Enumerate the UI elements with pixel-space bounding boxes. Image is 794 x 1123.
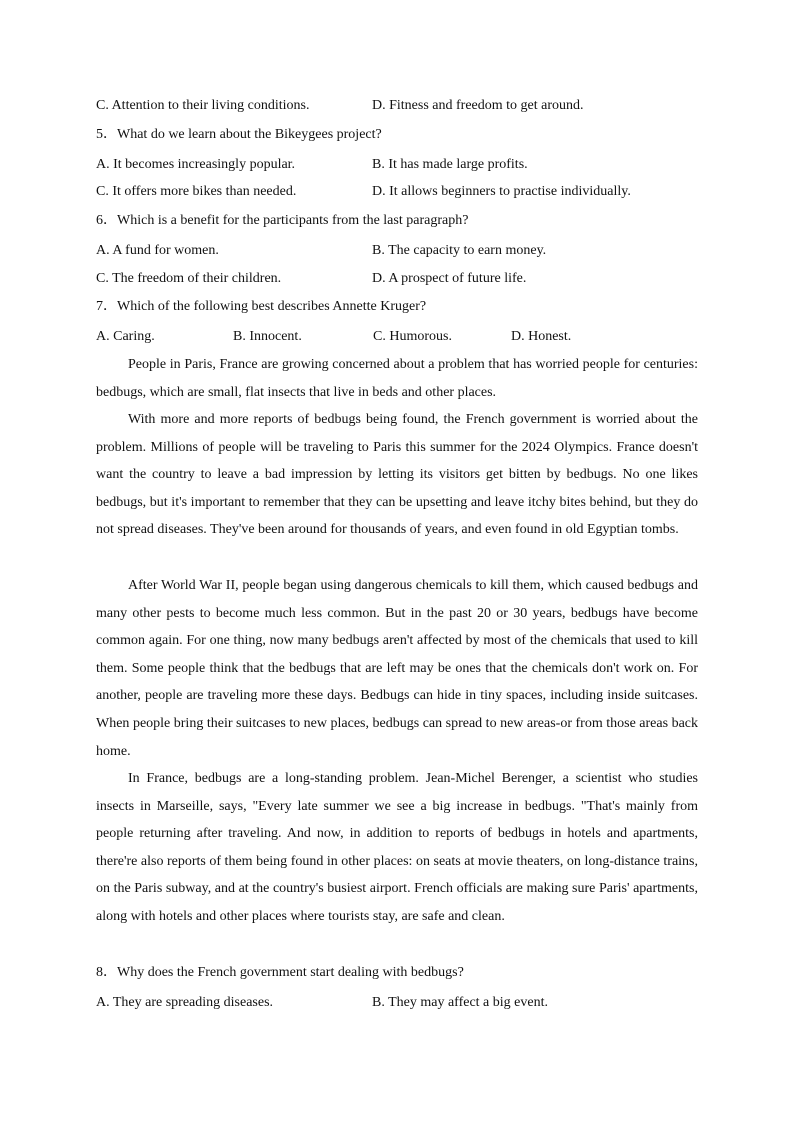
q6-stem: 6．Which is a benefit for the participants from the last paragraph? [96,213,469,228]
q8-option-a: A. They are spreading diseases. [96,995,274,1010]
q7-option-c: C. Humorous. [373,329,452,344]
q5-option-c: C. It offers more bikes than needed. [96,184,297,199]
q4-option-d: D. Fitness and freedom to get around. [372,98,584,113]
q6-option-b: B. The capacity to earn money. [372,243,547,258]
passage-paragraph-1: People in Paris, France are growing concerned about a problem that has worried people for centuries: bedbugs, which are small, flat insects that live in beds and other places. [96,357,698,400]
q6-option-c: C. The freedom of their children. [96,271,282,286]
q5-options-row-ab [96,156,698,174]
q5-stem: 5．What do we learn about the Bikeygees project? [96,127,382,142]
q6-options-row-cd [96,270,698,288]
q7-option-b: B. Innocent. [233,329,302,344]
q7-option-a: A. Caring. [96,329,155,344]
q7-option-d: D. Honest. [511,329,572,344]
q7-stem: 7．Which of the following best describes Annette Kruger? [96,299,427,314]
q6-option-a: A. A fund for women. [96,243,219,258]
q6-option-d: D. A prospect of future life. [372,271,527,286]
q4-option-c: C. Attention to their living conditions. [96,98,310,113]
q5-option-d: D. It allows beginners to practise individually. [372,184,631,199]
q6-options-row-ab [96,242,698,260]
q5-options-row-cd [96,183,698,201]
passage-paragraph-3: After World War II, people began using dangerous chemicals to kill them, which caused bedbugs and many other pests to become much less common. But in the past 20 or 30 years, bedbugs have become common again. For one thing, now many bedbugs aren't affected by most of the chemicals that used to kill them. Some people think that the bedbugs that are left may be ones that the chemicals don't work on. For another, people are traveling more these days. Bedbugs can hide in tiny spaces, including inside suitcases. When people bring their suitcases to new places, bedbugs can spread to new areas-or from those areas back home. [96,578,698,759]
q4-options-row-cd [96,97,698,115]
q5-option-b: B. It has made large profits. [372,157,528,172]
passage-paragraph-2: With more and more reports of bedbugs being found, the French government is worried about the problem. Millions of people will be traveling to Paris this summer for the 2024 Olympics. France doesn't want the country to leave a bad impression by letting its visitors get bitten by bedbugs. No one likes bedbugs, but it's important to remember that they can be upsetting and leave itchy bites behind, but they do not spread diseases. They've been around for thousands of years, and even found in old Egyptian tombs. [96,412,698,538]
q8-options-row-ab [96,994,698,1012]
q8-stem: 8．Why does the French government start dealing with bedbugs? [96,965,464,980]
q7-options-row [96,328,698,346]
q8-option-b: B. They may affect a big event. [372,995,548,1010]
passage-paragraph-4: In France, bedbugs are a long-standing problem. Jean-Michel Berenger, a scientist who studies insects in Marseille, says, "Every late summer we see a big increase in bedbugs. "That's mainly from people returning after traveling. And now, in addition to reports of bedbugs in hotels and apartments, there're also reports of them being found in other places: on seats at movie theaters, on long-distance trains, on the Paris subway, and at the country's busiest airport. French officials are making sure Paris' apartments, along with hotels and other places where tourists stay, are safe and clean. [96,771,698,924]
q5-option-a: A. It becomes increasingly popular. [96,157,296,172]
